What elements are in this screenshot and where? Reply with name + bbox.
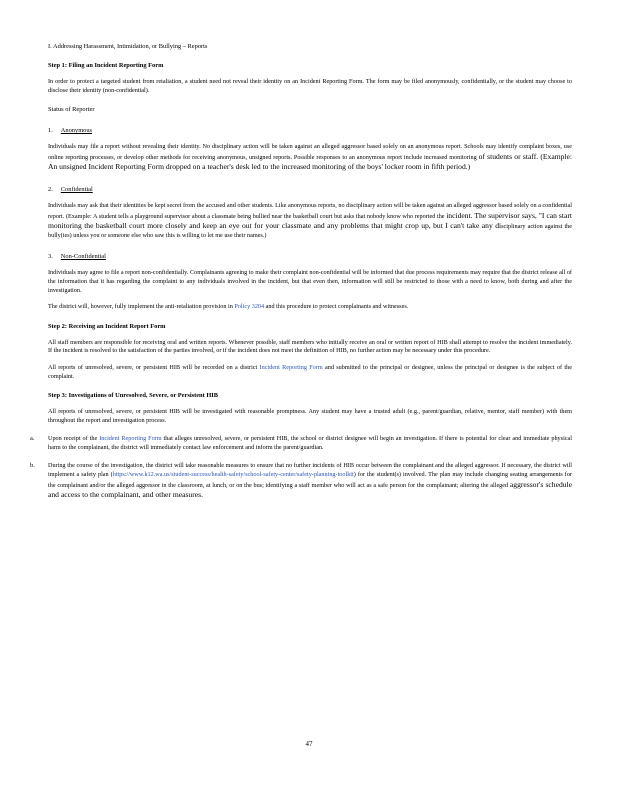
item-a-prefix: Upon receipt of the <box>48 435 100 443</box>
item-b-mid: ) for the student(s) involved. The plan may include changing seating arrangements for the complainant and/or the alleged aggressor in the classroom, at lunch, or on the bus; identifying a staff member who will act as a safe person for the complainant; altering the alleged <box>48 471 572 489</box>
item-b-large: aggressor's schedule and access to the complainant, and other measures. <box>48 479 573 500</box>
list-item-b-text <box>48 462 572 500</box>
step-3-list <box>30 435 573 501</box>
anonymous-paragraph <box>48 143 572 173</box>
safety-plan-link[interactable]: https://www.k12.wa.us/student-success/health-safety/school-safety-center/safety-planning-toolkit <box>112 471 354 479</box>
confidential-text-large: incident. The supervisor says, "I can start monitoring the basketball court more closely and keep an eye out for your classmate and any problems that might crop up, but I can't take any di <box>48 210 573 231</box>
confidential-number: 2. <box>48 185 53 193</box>
step-1-paragraph: In order to protect a targeted student from retaliation, a student need not reveal their identity on an Incident Reporting Form. The form may be filed anonymously, confidentially, or the student may choose to disclose their identity (non-confidential). <box>48 78 572 94</box>
item-a-incident-form-link[interactable]: Incident Reporting Form <box>99 435 162 443</box>
step-3-paragraph: All reports of unresolved, severe, or persistent HIB will be investigated with reasonable promptness. Any student may have a trusted adult (e.g., parent/guardian, relative, mentor, staff member) with them throughout the report and investigation process. <box>48 408 572 424</box>
retaliation-prefix: The district will, however, fully implement the anti-retaliation provision in <box>48 303 235 311</box>
retaliation-paragraph <box>48 303 572 312</box>
confidential-paragraph <box>48 202 572 240</box>
list-marker-a: a. <box>30 435 35 443</box>
confidential-text: Individuals may ask that their identities be kept secret from the accused and other students. Like anonymous reports, no disciplinary action will be taken against an alleged aggressor based solely on a confidential report. (Example: A student tells a playground supervisor about a classmate being bullied near the basketball court but asks that nobody know who reported the <box>48 201 572 220</box>
confidential-text-tail: sciplinary action against the bully(ies) unless you or someone else who saw this is willing to let me use their names.) <box>48 223 573 239</box>
incident-reporting-form-link[interactable]: Incident Reporting Form <box>259 363 323 371</box>
anonymous-number: 1. <box>48 127 53 135</box>
anonymous-text: Individuals may file a report without revealing their identity. No disciplinary action will be taken against an alleged aggressor based solely on an anonymous report. Schools may identify complaint boxes, use online reporting processes, or develop other methods for receiving anonymous, unsigned reports. Possible responses to an anonymous report include increased monitoring <box>48 143 572 161</box>
nonconfidential-heading <box>48 252 572 261</box>
anonymous-label: Anonymous <box>60 127 93 135</box>
list-item-a <box>30 435 572 452</box>
confidential-heading <box>48 185 572 194</box>
step-2-suffix: and submitted to the principal or designee, unless the principal or designee is the subject of the complaint. <box>48 363 572 380</box>
list-marker-b: b. <box>30 462 35 470</box>
nonconfidential-paragraph: Individuals may agree to file a report non-confidentially. Complainants agreeing to make their complaint non-confidential will be informed that due process requirements may require that the district release all of the information that it has regarding the complaint to any individuals involved in the incident, but that even then, information will still be restricted to those with a need to know, both during and after the investigation. <box>48 269 572 294</box>
nonconfidential-number: 3. <box>48 253 53 261</box>
confidential-label: Confidential <box>60 185 93 193</box>
anonymous-heading <box>48 126 572 135</box>
item-a-suffix: that alleges unresolved, severe, or persistent HIB, the school or district designee will begin an investigation. If there is potential for clear and immediate physical harm to the complainant, the district will immediately contact law enforcement and inform the parent/guardian. <box>48 435 572 451</box>
step-2-paragraph-1: All staff members are responsible for receiving oral and written reports. Whenever possible, staff members who initially receive an oral or written report of HIB shall attempt to resolve the incident immediately. If the incident is resolved to the satisfaction of the parties involved, or if the incident does not meet the definition of HIB, no further action may be necessary under this procedure. <box>48 338 572 355</box>
list-item-a-text <box>48 435 572 452</box>
list-item-b <box>30 462 573 500</box>
step-2-paragraph-2 <box>48 364 572 381</box>
step-1-title: Step 1: Filing an Incident Reporting Form <box>48 62 164 69</box>
anonymous-text-large: of students or staff. (Example: An unsigned Incident Reporting Form dropped on a teacher's desk led to the increased monitoring of the boys' locker room in fifth period.) <box>48 151 572 172</box>
status-of-reporter-label: Status of Reporter <box>48 106 95 114</box>
section-heading: I. Addressing Harassment, Intimidation, or Bullying – Reports <box>48 43 208 50</box>
step-2-prefix: All reports of unresolved, severe, or persistent HIB will be recorded on a district <box>48 363 260 371</box>
nonconfidential-label: Non-Confidential <box>60 253 106 261</box>
page-number: 47 <box>305 740 313 748</box>
policy-3204-link[interactable]: Policy 3204 <box>234 303 265 311</box>
retaliation-suffix: and this procedure to protect complainants and witnesses. <box>264 303 409 311</box>
step-3-title: Step 3: Investigations of Unresolved, Severe, or Persistent HIB <box>48 392 219 400</box>
item-b-prefix: During the course of the investigation, the district will take reasonable measures to ensure that no further incidents of HIB occur between the complainant and the alleged aggressor. If necessary, the district will implement a safety plan ( <box>48 462 572 479</box>
step-2-title: Step 2: Receiving an Incident Report Form <box>48 322 166 330</box>
